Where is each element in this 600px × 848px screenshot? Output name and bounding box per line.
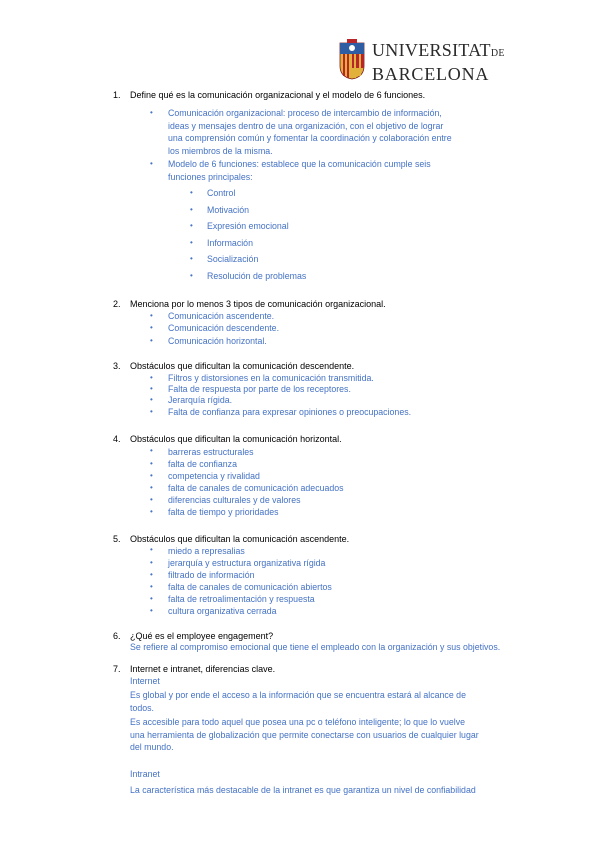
- bullet-icon: •: [150, 594, 153, 603]
- list-item: Comunicación horizontal.: [168, 336, 267, 346]
- list-item: falta de canales de comunicación adecuados: [168, 483, 344, 493]
- bullet-icon: •: [150, 159, 153, 168]
- list-item: falta de tiempo y prioridades: [168, 507, 279, 517]
- bullet-icon: •: [150, 395, 153, 404]
- bullet-icon: •: [150, 495, 153, 504]
- function-item: Información: [207, 238, 253, 248]
- question-4-title: [113, 434, 342, 444]
- bullet-icon: •: [150, 384, 153, 393]
- list-item: falta de canales de comunicación abiertos: [168, 582, 332, 592]
- question-1-title: [113, 90, 425, 100]
- definition-line: una comprensión común y fomentar la coordinación y colaboración entre: [168, 133, 452, 143]
- list-item: Comunicación descendente.: [168, 323, 280, 333]
- definition-line: Comunicación organizacional: proceso de intercambio de información,: [168, 108, 442, 118]
- question-text: Internet e intranet, diferencias clave.: [130, 664, 276, 674]
- bullet-icon: •: [150, 545, 153, 554]
- definition-line: ideas y mensajes dentro de una organización, con el objetivo de lograr: [168, 120, 444, 131]
- bullet-icon: •: [150, 311, 153, 320]
- question-text: Obstáculos que dificultan la comunicación descendente.: [130, 361, 355, 371]
- paragraph-line: todos.: [130, 702, 154, 713]
- paragraph-line: una herramienta de globalización que permite conectarse con usuarios de cualquier lugar: [130, 729, 479, 740]
- bullet-icon: •: [150, 471, 153, 480]
- question-number: 3.: [113, 361, 121, 371]
- bullet-icon: •: [150, 108, 153, 117]
- question-5-title: [113, 534, 349, 544]
- logo-line2: BARCELONA: [372, 64, 490, 84]
- bullet-icon: •: [150, 507, 153, 516]
- paragraph-line: Es accesible para todo aquel que posea una pc o teléfono inteligente; lo que lo vuelve: [130, 717, 466, 727]
- list-item: barreras estructurales: [168, 447, 254, 457]
- list-item: Falta de respuesta por parte de los receptores.: [168, 384, 351, 394]
- internet-paragraph-2: [130, 716, 490, 754]
- internet-heading: Internet: [130, 676, 160, 686]
- list-item: cultura organizativa cerrada: [168, 606, 277, 616]
- question-number: 5.: [113, 534, 121, 544]
- question-7-title: [113, 664, 275, 674]
- bullet-icon: •: [150, 558, 153, 567]
- list-item: jerarquía y estructura organizativa rígida: [168, 558, 326, 568]
- question-6-title: [113, 631, 273, 641]
- list-item: Filtros y distorsiones en la comunicación transmitida.: [168, 373, 374, 383]
- function-item: Resolución de problemas: [207, 271, 307, 281]
- list-item: falta de confianza: [168, 459, 237, 469]
- definition-line: los miembros de la misma.: [168, 145, 273, 156]
- function-item: Motivación: [207, 205, 250, 215]
- question-3-title: [113, 361, 354, 371]
- question-number: 1.: [113, 90, 121, 100]
- bullet-icon: •: [190, 221, 193, 230]
- list-item: miedo a represalias: [168, 546, 245, 556]
- question-2-title: [113, 299, 386, 309]
- question-text: Define qué es la comunicación organizacional y el modelo de 6 funciones.: [130, 90, 426, 100]
- bullet-icon: •: [150, 570, 153, 579]
- bullet-icon: •: [190, 254, 193, 263]
- bullet-icon: •: [150, 459, 153, 468]
- question-text: Obstáculos que dificultan la comunicación horizontal.: [130, 434, 342, 444]
- bullet-icon: •: [150, 446, 153, 455]
- question-number: 6.: [113, 631, 121, 641]
- question-text: ¿Qué es el employee engagement?: [130, 631, 274, 641]
- bullet-icon: •: [190, 188, 193, 197]
- logo-university-text: UNIVERSITAT: [372, 40, 491, 60]
- function-item: Control: [207, 188, 236, 198]
- list-item: diferencias culturales y de valores: [168, 495, 301, 505]
- question-number: 2.: [113, 299, 121, 309]
- list-item: filtrado de información: [168, 570, 255, 580]
- function-item: Socialización: [207, 254, 259, 264]
- question-text: Menciona por lo menos 3 tipos de comunicación organizacional.: [130, 299, 386, 309]
- list-item: Falta de confianza para expresar opiniones o preocupaciones.: [168, 407, 412, 417]
- question-text: Obstáculos que dificultan la comunicación ascendente.: [130, 534, 350, 544]
- paragraph-line: del mundo.: [130, 742, 174, 752]
- model-line: funciones principales:: [168, 171, 253, 182]
- university-shield-icon: [339, 38, 365, 80]
- model-line: Modelo de 6 funciones: establece que la comunicación cumple seis: [168, 159, 431, 169]
- bullet-icon: •: [150, 407, 153, 416]
- bullet-icon: •: [190, 238, 193, 247]
- bullet-icon: •: [150, 483, 153, 492]
- university-logo: [339, 38, 505, 84]
- function-item: Expresión emocional: [207, 221, 289, 231]
- bullet-icon: •: [150, 582, 153, 591]
- question-number: 4.: [113, 434, 121, 444]
- paragraph-line: Es global y por ende el acceso a la información que se encuentra estará al alcance de: [130, 690, 466, 700]
- list-item: falta de retroalimentación y respuesta: [168, 594, 315, 604]
- bullet-icon: •: [150, 323, 153, 332]
- question-number: 7.: [113, 664, 121, 674]
- internet-paragraph-1: [130, 689, 490, 714]
- answer-text: Se refiere al compromiso emocional que tiene el empleado con la organización y sus objetivos.: [130, 642, 501, 652]
- bullet-icon: •: [190, 205, 193, 214]
- bullet-icon: •: [150, 606, 153, 615]
- list-item: Jerarquía rígida.: [168, 395, 233, 405]
- logo-de-text: DE: [490, 48, 505, 59]
- intranet-paragraph-1: [130, 784, 490, 797]
- definition-paragraph: [168, 107, 468, 157]
- bullet-icon: •: [190, 271, 193, 280]
- bullet-icon: •: [150, 336, 153, 345]
- logo-line1: [372, 40, 505, 64]
- list-item: Comunicación ascendente.: [168, 311, 275, 321]
- intranet-heading: Intranet: [130, 769, 160, 779]
- paragraph-line: La característica más destacable de la intranet es que garantiza un nivel de confiabilidad: [130, 785, 476, 795]
- list-item: competencia y rivalidad: [168, 471, 260, 481]
- model-paragraph: [168, 158, 468, 183]
- bullet-icon: •: [150, 373, 153, 382]
